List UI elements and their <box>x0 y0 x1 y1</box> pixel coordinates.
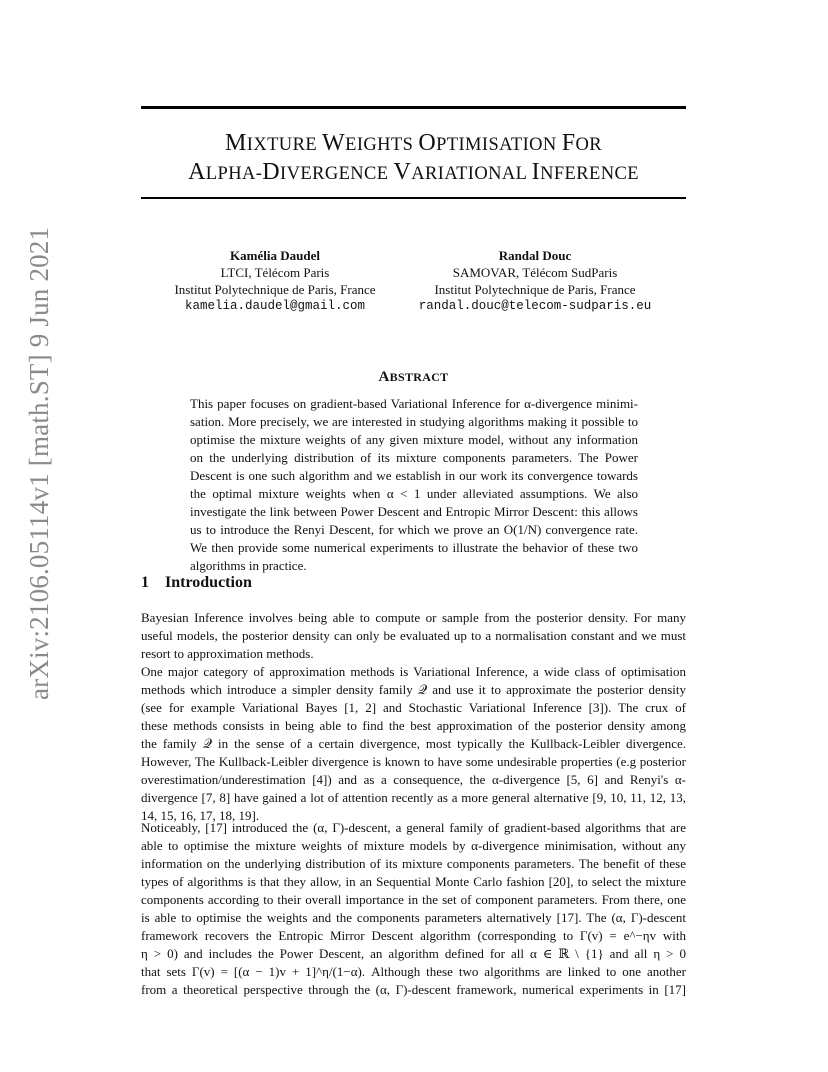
section-title: Introduction <box>165 574 252 591</box>
paragraph-line: Bayesian Inference involves being able to compute or sample from the posterior density. For many <box>141 610 686 625</box>
paragraph-line: that sets Γ(v) = [(α − 1)v + 1]^η/(1−α). Although these two algorithms are linked to one another <box>141 964 686 979</box>
abstract-line: We then provide some numerical experiments to illustrate the behavior of these two <box>190 540 638 555</box>
abstract-line: This paper focuses on gradient-based Variational Inference for α-divergence minimi- <box>190 396 638 411</box>
abstract-line: on the underlying distribution of its mixture components parameters. The Power <box>190 450 638 465</box>
paragraph-line: these methods consists in being able to find the best approximation of the posterior density among <box>141 718 686 733</box>
paper-title-line-2: ALPHA-DIVERGENCE VARIATIONAL INFERENCE <box>188 159 639 185</box>
abstract-line: algorithms in practice. <box>190 558 307 573</box>
paragraph-line: methods which introduce a simpler density family 𝒬 and use it to approximate the posterior density <box>141 682 686 697</box>
author-block-2 <box>405 247 665 315</box>
paragraph-line: the family 𝒬 in the sense of a certain divergence, most typically the Kullback-Leibler divergence. <box>141 736 686 751</box>
section-number: 1 <box>141 574 149 591</box>
author-affiliation: LTCI, Télécom Paris <box>220 265 330 280</box>
author-block-1 <box>160 247 390 315</box>
author-email: randal.douc@telecom-sudparis.eu <box>418 299 652 313</box>
arxiv-identifier: arXiv:2106.05114v1 [math.ST] 9 Jun 2021 <box>24 226 54 700</box>
abstract-line: optimise the mixture weights of any given mixture model, without any information <box>190 432 638 447</box>
paragraph-line: components according to their overall importance in the set of component parameters. From there, one <box>141 892 686 907</box>
author-name: Kamélia Daudel <box>230 248 320 263</box>
paragraph-line: One major category of approximation methods is Variational Inference, a wide class of optimisation <box>141 664 686 679</box>
title-rule-top <box>141 106 686 109</box>
section-heading <box>141 574 252 592</box>
paragraph-line: overestimation/underestimation [4]) and as a consequence, the α-divergence [5, 6] and Renyi's α- <box>141 772 686 787</box>
paragraph-line: is able to optimise the weights and the components parameters alternatively [17]. The (α, Γ)-descent <box>141 910 686 925</box>
title-rule-bottom <box>141 197 686 199</box>
author-name: Randal Douc <box>498 248 572 263</box>
paper-title-line-1: MIXTURE WEIGHTS OPTIMISATION FOR <box>225 130 602 156</box>
paragraph-line: η > 0) and includes the Power Descent, an algorithm defined for all α ∈ ℝ \ {1} and all η > 0 <box>141 946 686 961</box>
paragraph-line: useful models, the posterior density can only be evaluated up to a normalisation constant and we must <box>141 628 686 643</box>
paragraph-line: information on the underlying distribution of its mixture components parameters. The benefit of these <box>141 856 686 871</box>
abstract-heading: ABSTRACT <box>378 369 449 385</box>
paragraph-line: divergence [7, 8] have gained a lot of attention recently as a more general alternative [9, 10, 11, 12, 13, <box>141 790 686 805</box>
abstract-line: Descent is one such algorithm and we establish in our work its convergence towards <box>190 468 638 483</box>
paragraph-line: However, The Kullback-Leibler divergence is known to have some undesirable properties (e.g posterior <box>141 754 686 769</box>
abstract-line: the optimal mixture weights when α < 1 under alleviated assumptions. We also <box>190 486 638 501</box>
paragraph-line: types of algorithms is that they allow, in an Sequential Monte Carlo fashion [20], to select the mixture <box>141 874 686 889</box>
paragraph-line: resort to approximation methods. <box>141 646 314 661</box>
paragraph-line: from a theoretical perspective through the (α, Γ)-descent framework, numerical experiments in [17] <box>141 982 686 997</box>
paragraph-line: 14, 15, 16, 17, 18, 19]. <box>141 808 260 823</box>
paragraph-line: able to optimise the mixture weights of mixture models by α-divergence minimisation, without any <box>141 838 686 853</box>
author-affiliation: Institut Polytechnique de Paris, France <box>434 282 636 297</box>
author-affiliation: SAMOVAR, Télécom SudParis <box>452 265 618 280</box>
abstract-line: investigate the link between Power Descent and Entropic Mirror Descent: this allows <box>190 504 638 519</box>
abstract-line: us to introduce the Renyi Descent, for which we prove an O(1/N) convergence rate. <box>190 522 638 537</box>
author-email: kamelia.daudel@gmail.com <box>184 299 366 313</box>
paragraph-line: Noticeably, [17] introduced the (α, Γ)-descent, a general family of gradient-based algorithms that are <box>141 820 686 835</box>
paragraph-line: (see for example Variational Bayes [1, 2] and Stochastic Variational Inference [3]). The crux of <box>141 700 686 715</box>
author-affiliation: Institut Polytechnique de Paris, France <box>174 282 376 297</box>
abstract-line: sation. More precisely, we are interested in studying algorithms making it possible to <box>190 414 638 429</box>
paragraph-line: framework recovers the Entropic Mirror Descent algorithm (corresponding to Γ(v) = e^−ηv with <box>141 928 686 943</box>
